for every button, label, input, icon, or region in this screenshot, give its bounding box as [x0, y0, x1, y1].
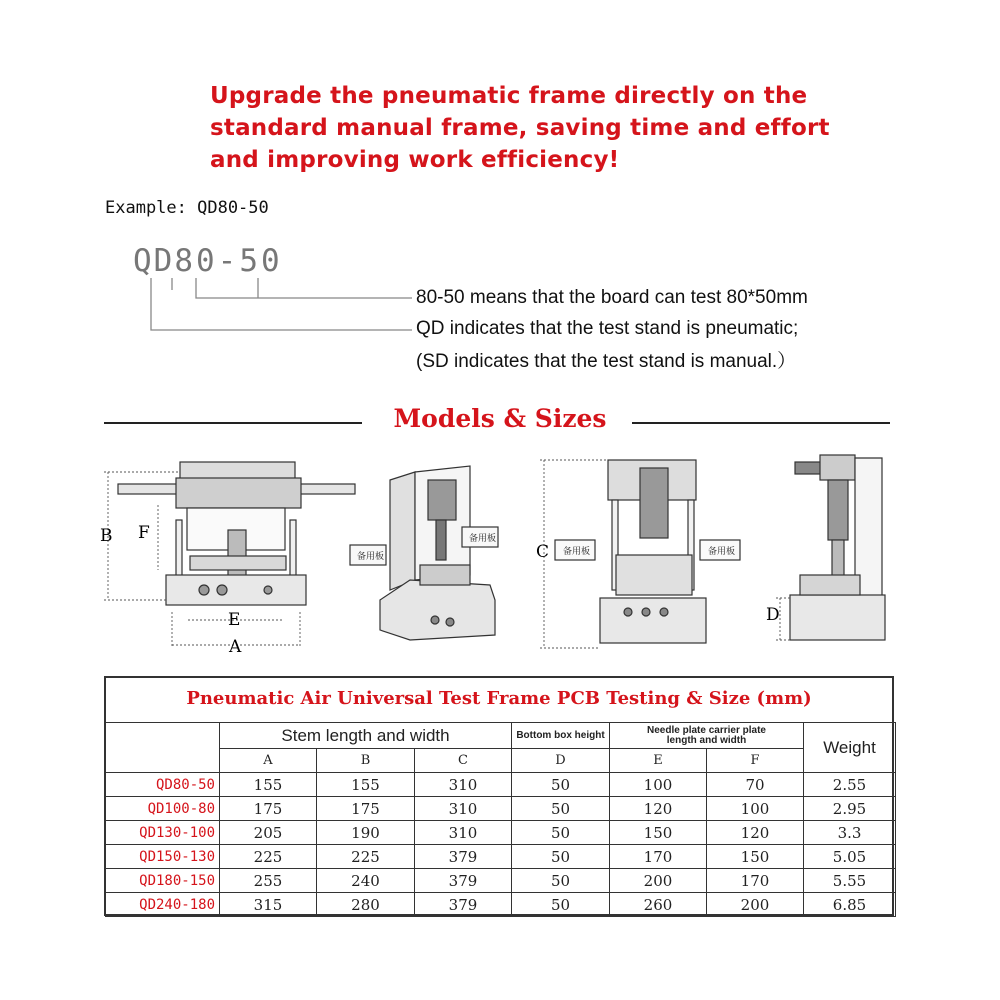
value-cell-f: 120: [707, 821, 804, 845]
value-cell-d: 50: [512, 773, 610, 797]
code-leader-lines: [0, 0, 1000, 400]
model-cell: QD100-80: [106, 797, 220, 821]
col-letter-f: F: [707, 749, 804, 773]
plate-label-4: 备用板: [708, 547, 736, 557]
value-cell-e: 150: [610, 821, 707, 845]
spec-table: [105, 722, 896, 917]
value-cell-e: 200: [610, 869, 707, 893]
value-cell-w: 2.95: [804, 797, 896, 821]
value-cell-f: 150: [707, 845, 804, 869]
value-cell-f: 100: [707, 797, 804, 821]
value-cell-w: 2.55: [804, 773, 896, 797]
table-row: [106, 869, 896, 893]
section-title: Models & Sizes: [393, 404, 607, 433]
group-needle-header: [610, 723, 804, 749]
front-view-drawing: [118, 462, 355, 605]
model-cell: QD180-150: [106, 869, 220, 893]
model-cell: QD150-130: [106, 845, 220, 869]
label-b: B: [100, 526, 113, 546]
col-letter-b: B: [317, 749, 415, 773]
value-cell-b: 155: [317, 773, 415, 797]
table-title: Pneumatic Air Universal Test Frame PCB Testing & Size (mm): [186, 688, 812, 709]
value-cell-c: 379: [415, 869, 512, 893]
headline-line-1: Upgrade the pneumatic frame directly on the: [210, 83, 808, 109]
value-cell-b: 175: [317, 797, 415, 821]
value-cell-w: 3.3: [804, 821, 896, 845]
value-cell-b: 240: [317, 869, 415, 893]
label-d: D: [766, 605, 780, 625]
group-stem-header: Stem length and width: [220, 723, 512, 749]
value-cell-a: 155: [220, 773, 317, 797]
value-cell-d: 50: [512, 797, 610, 821]
value-cell-d: 50: [512, 869, 610, 893]
table-row: [106, 773, 896, 797]
needle-header-line-2: length and width: [666, 734, 747, 746]
value-cell-e: 260: [610, 893, 707, 917]
label-c: C: [536, 542, 550, 562]
label-a: A: [229, 637, 242, 657]
value-cell-c: 379: [415, 893, 512, 917]
value-cell-a: 175: [220, 797, 317, 821]
col-letter-e: E: [610, 749, 707, 773]
plate-label-1: 备用板: [357, 552, 385, 562]
col-letter-c: C: [415, 749, 512, 773]
group-box-header: Bottom box height: [512, 723, 610, 749]
code-size: 80-50: [174, 243, 283, 279]
value-cell-c: 379: [415, 845, 512, 869]
col-letter-a: A: [220, 749, 317, 773]
desc-size: 80-50 means that the board can test 80*50mm: [416, 287, 808, 308]
col-letter-d: D: [512, 749, 610, 773]
plate-label-3: 备用板: [563, 547, 591, 557]
headline-line-2: standard manual frame, saving time and effort: [210, 115, 830, 141]
table-row: [106, 893, 896, 917]
value-cell-e: 120: [610, 797, 707, 821]
value-cell-b: 280: [317, 893, 415, 917]
desc-sd: (SD indicates that the test stand is manual.）: [416, 351, 797, 372]
side-view-drawing: [790, 455, 885, 640]
value-cell-a: 225: [220, 845, 317, 869]
value-cell-f: 200: [707, 893, 804, 917]
desc-qd: QD indicates that the test stand is pneumatic;: [416, 318, 799, 339]
value-cell-w: 5.05: [804, 845, 896, 869]
value-cell-b: 190: [317, 821, 415, 845]
weight-header: Weight: [804, 723, 896, 773]
frame-diagram: [95, 450, 910, 660]
value-cell-e: 100: [610, 773, 707, 797]
value-cell-f: 170: [707, 869, 804, 893]
value-cell-d: 50: [512, 821, 610, 845]
needle-header-line-1: Needle plate carrier plate: [647, 724, 766, 736]
corner-cell: [106, 723, 220, 773]
value-cell-w: 5.55: [804, 869, 896, 893]
table-row: [106, 845, 896, 869]
label-f: F: [138, 523, 150, 543]
value-cell-a: 255: [220, 869, 317, 893]
value-cell-d: 50: [512, 893, 610, 917]
model-cell: QD130-100: [106, 821, 220, 845]
value-cell-e: 170: [610, 845, 707, 869]
label-e: E: [228, 610, 241, 630]
value-cell-b: 225: [317, 845, 415, 869]
headline-line-3: and improving work efficiency!: [210, 147, 620, 173]
value-cell-a: 205: [220, 821, 317, 845]
model-cell: QD80-50: [106, 773, 220, 797]
example-label: Example: QD80-50: [105, 198, 269, 218]
value-cell-a: 315: [220, 893, 317, 917]
value-cell-c: 310: [415, 773, 512, 797]
value-cell-f: 70: [707, 773, 804, 797]
value-cell-c: 310: [415, 797, 512, 821]
plate-label-2: 备用板: [469, 534, 497, 544]
value-cell-c: 310: [415, 821, 512, 845]
table-row: [106, 797, 896, 821]
table-row: [106, 821, 896, 845]
value-cell-d: 50: [512, 845, 610, 869]
spec-rows: [106, 773, 896, 917]
code-prefix: QD: [133, 243, 175, 279]
model-cell: QD240-180: [106, 893, 220, 917]
value-cell-w: 6.85: [804, 893, 896, 917]
